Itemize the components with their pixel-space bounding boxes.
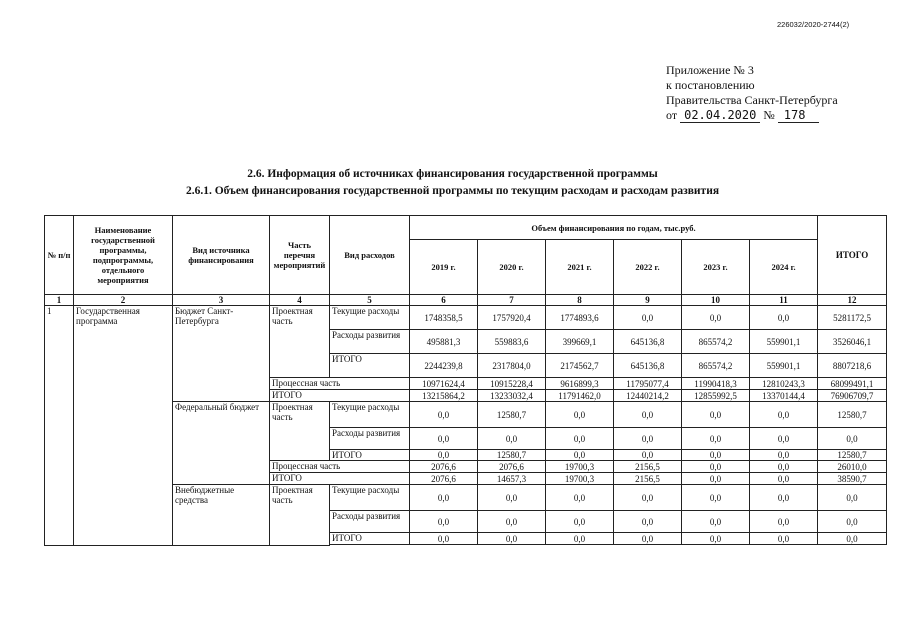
program-name: Государственная программа xyxy=(74,306,173,546)
column-number: 5 xyxy=(330,295,410,306)
financing-table xyxy=(44,215,887,546)
value-cell: 1757920,4 xyxy=(478,306,546,330)
value-cell: 0,0 xyxy=(682,485,750,511)
itogo-label: ИТОГО xyxy=(330,450,410,461)
column-number: 1 xyxy=(45,295,74,306)
section-title: 2.6. Информация об источниках финансирования государственной программы xyxy=(247,168,658,180)
value-cell: 0,0 xyxy=(682,473,750,485)
value-cell: 865574,2 xyxy=(682,354,750,378)
value-cell: 0,0 xyxy=(614,306,682,330)
value-cell: 0,0 xyxy=(614,485,682,511)
value-cell: 0,0 xyxy=(546,485,614,511)
value-cell: 9616899,3 xyxy=(546,378,614,390)
itogo-label: ИТОГО xyxy=(330,533,410,545)
column-number: 7 xyxy=(478,295,546,306)
value-cell: 559901,1 xyxy=(750,354,818,378)
total-cell: 38590,7 xyxy=(818,473,887,485)
value-cell: 2156,5 xyxy=(614,473,682,485)
header-part: Часть перечня мероприятий xyxy=(270,216,330,295)
value-cell: 1748358,5 xyxy=(410,306,478,330)
appendix-date: 02.04.2020 xyxy=(680,108,760,123)
document-id: 226032/2020-2744(2) xyxy=(777,20,850,29)
total-cell: 26010,0 xyxy=(818,461,887,473)
column-number: 12 xyxy=(818,295,887,306)
value-cell: 12580,7 xyxy=(478,402,546,428)
project-part-label: Проектная часть xyxy=(270,485,330,546)
value-cell: 0,0 xyxy=(750,473,818,485)
source-name: Бюджет Санкт-Петербурга xyxy=(173,306,270,402)
value-cell: 0,0 xyxy=(750,306,818,330)
value-cell: 495881,3 xyxy=(410,330,478,354)
source-itogo-label: ИТОГО xyxy=(270,390,410,402)
column-number: 4 xyxy=(270,295,330,306)
project-part-label: Проектная часть xyxy=(270,402,330,461)
value-cell: 0,0 xyxy=(478,428,546,450)
header-source: Вид источника финансирования xyxy=(173,216,270,295)
header-total: ИТОГО xyxy=(818,216,887,295)
value-cell: 0,0 xyxy=(410,511,478,533)
value-cell: 0,0 xyxy=(478,485,546,511)
header-year: 2019 г. xyxy=(410,240,478,295)
value-cell: 559901,1 xyxy=(750,330,818,354)
value-cell: 0,0 xyxy=(546,533,614,545)
appendix-number: 178 xyxy=(778,108,820,123)
value-cell: 0,0 xyxy=(614,511,682,533)
value-cell: 0,0 xyxy=(614,450,682,461)
value-cell: 19700,3 xyxy=(546,461,614,473)
value-cell: 0,0 xyxy=(546,402,614,428)
appendix-prefix: от xyxy=(666,108,678,122)
itogo-label: ИТОГО xyxy=(330,354,410,378)
header-no: № п/п xyxy=(45,216,74,295)
appendix-block xyxy=(666,63,838,123)
header-type: Вид расходов xyxy=(330,216,410,295)
value-cell: 13215864,2 xyxy=(410,390,478,402)
value-cell: 2244239,8 xyxy=(410,354,478,378)
appendix-line-1: Приложение № 3 xyxy=(666,63,754,77)
appendix-line-2: к постановлению xyxy=(666,78,755,92)
value-cell: 865574,2 xyxy=(682,330,750,354)
value-cell: 0,0 xyxy=(546,511,614,533)
value-cell: 0,0 xyxy=(614,402,682,428)
appendix-line-4 xyxy=(666,108,838,123)
column-numbers-row xyxy=(45,295,887,306)
value-cell: 0,0 xyxy=(546,450,614,461)
value-cell: 12855992,5 xyxy=(682,390,750,402)
column-number: 8 xyxy=(546,295,614,306)
current-expenses-label: Текущие расходы xyxy=(330,306,410,330)
header-name: Наименование государственной программы, подпрограммы, отдельного мероприятия xyxy=(74,216,173,295)
total-cell: 5281172,5 xyxy=(818,306,887,330)
value-cell: 12580,7 xyxy=(478,450,546,461)
value-cell: 0,0 xyxy=(750,461,818,473)
development-expenses-label: Расходы развития xyxy=(330,428,410,450)
value-cell: 12440214,2 xyxy=(614,390,682,402)
value-cell: 0,0 xyxy=(410,533,478,545)
column-number: 10 xyxy=(682,295,750,306)
source-name: Внебюджетные средства xyxy=(173,485,270,546)
current-expenses-label: Текущие расходы xyxy=(330,485,410,511)
value-cell: 0,0 xyxy=(546,428,614,450)
subsection-title: 2.6.1. Объем финансирования государственной программы по текущим расходам и расходам развития xyxy=(185,185,720,197)
source-itogo-label: ИТОГО xyxy=(270,473,410,485)
value-cell: 0,0 xyxy=(682,306,750,330)
value-cell: 2156,5 xyxy=(614,461,682,473)
appendix-line-3: Правительства Санкт-Петербурга xyxy=(666,93,838,107)
value-cell: 0,0 xyxy=(478,533,546,545)
process-part-label: Процессная часть xyxy=(270,378,410,390)
value-cell: 2076,6 xyxy=(410,461,478,473)
total-cell: 0,0 xyxy=(818,485,887,511)
source-name: Федеральный бюджет xyxy=(173,402,270,485)
total-cell: 0,0 xyxy=(818,511,887,533)
development-expenses-label: Расходы развития xyxy=(330,330,410,354)
value-cell: 645136,8 xyxy=(614,330,682,354)
total-cell: 12580,7 xyxy=(818,450,887,461)
total-cell: 3526046,1 xyxy=(818,330,887,354)
value-cell: 0,0 xyxy=(682,402,750,428)
header-year: 2020 г. xyxy=(478,240,546,295)
header-year: 2021 г. xyxy=(546,240,614,295)
value-cell: 0,0 xyxy=(682,511,750,533)
value-cell: 0,0 xyxy=(682,461,750,473)
value-cell: 559883,6 xyxy=(478,330,546,354)
total-cell: 0,0 xyxy=(818,533,887,545)
total-cell: 8807218,6 xyxy=(818,354,887,378)
value-cell: 2174562,7 xyxy=(546,354,614,378)
header-year: 2023 г. xyxy=(682,240,750,295)
value-cell: 0,0 xyxy=(750,533,818,545)
value-cell: 2076,6 xyxy=(478,461,546,473)
development-expenses-label: Расходы развития xyxy=(330,511,410,533)
process-part-label: Процессная часть xyxy=(270,461,410,473)
value-cell: 2076,6 xyxy=(410,473,478,485)
value-cell: 11791462,0 xyxy=(546,390,614,402)
value-cell: 0,0 xyxy=(750,450,818,461)
value-cell: 0,0 xyxy=(614,533,682,545)
value-cell: 0,0 xyxy=(682,450,750,461)
value-cell: 0,0 xyxy=(750,402,818,428)
column-number: 11 xyxy=(750,295,818,306)
value-cell: 13370144,4 xyxy=(750,390,818,402)
value-cell: 10915228,4 xyxy=(478,378,546,390)
value-cell: 0,0 xyxy=(478,511,546,533)
value-cell: 0,0 xyxy=(750,485,818,511)
value-cell: 13233032,4 xyxy=(478,390,546,402)
column-number: 3 xyxy=(173,295,270,306)
value-cell: 0,0 xyxy=(614,428,682,450)
value-cell: 0,0 xyxy=(410,485,478,511)
value-cell: 11795077,4 xyxy=(614,378,682,390)
header-year: 2022 г. xyxy=(614,240,682,295)
value-cell: 10971624,4 xyxy=(410,378,478,390)
value-cell: 11990418,3 xyxy=(682,378,750,390)
value-cell: 0,0 xyxy=(410,402,478,428)
value-cell: 0,0 xyxy=(750,511,818,533)
value-cell: 0,0 xyxy=(410,428,478,450)
value-cell: 1774893,6 xyxy=(546,306,614,330)
total-cell: 68099491,1 xyxy=(818,378,887,390)
value-cell: 0,0 xyxy=(410,450,478,461)
value-cell: 12810243,3 xyxy=(750,378,818,390)
value-cell: 2317804,0 xyxy=(478,354,546,378)
project-part-label: Проектная часть xyxy=(270,306,330,378)
header-year: 2024 г. xyxy=(750,240,818,295)
appendix-num-label: № xyxy=(763,108,775,122)
value-cell: 0,0 xyxy=(750,428,818,450)
value-cell: 19700,3 xyxy=(546,473,614,485)
value-cell: 0,0 xyxy=(682,428,750,450)
column-number: 9 xyxy=(614,295,682,306)
total-cell: 0,0 xyxy=(818,428,887,450)
column-number: 2 xyxy=(74,295,173,306)
total-cell: 12580,7 xyxy=(818,402,887,428)
total-cell: 76906709,7 xyxy=(818,390,887,402)
row-number: 1 xyxy=(45,306,74,546)
column-number: 6 xyxy=(410,295,478,306)
current-expenses-label: Текущие расходы xyxy=(330,402,410,428)
header-years-group: Объем финансирования по годам, тыс.руб. xyxy=(410,216,818,240)
value-cell: 0,0 xyxy=(682,533,750,545)
value-cell: 645136,8 xyxy=(614,354,682,378)
value-cell: 14657,3 xyxy=(478,473,546,485)
value-cell: 399669,1 xyxy=(546,330,614,354)
